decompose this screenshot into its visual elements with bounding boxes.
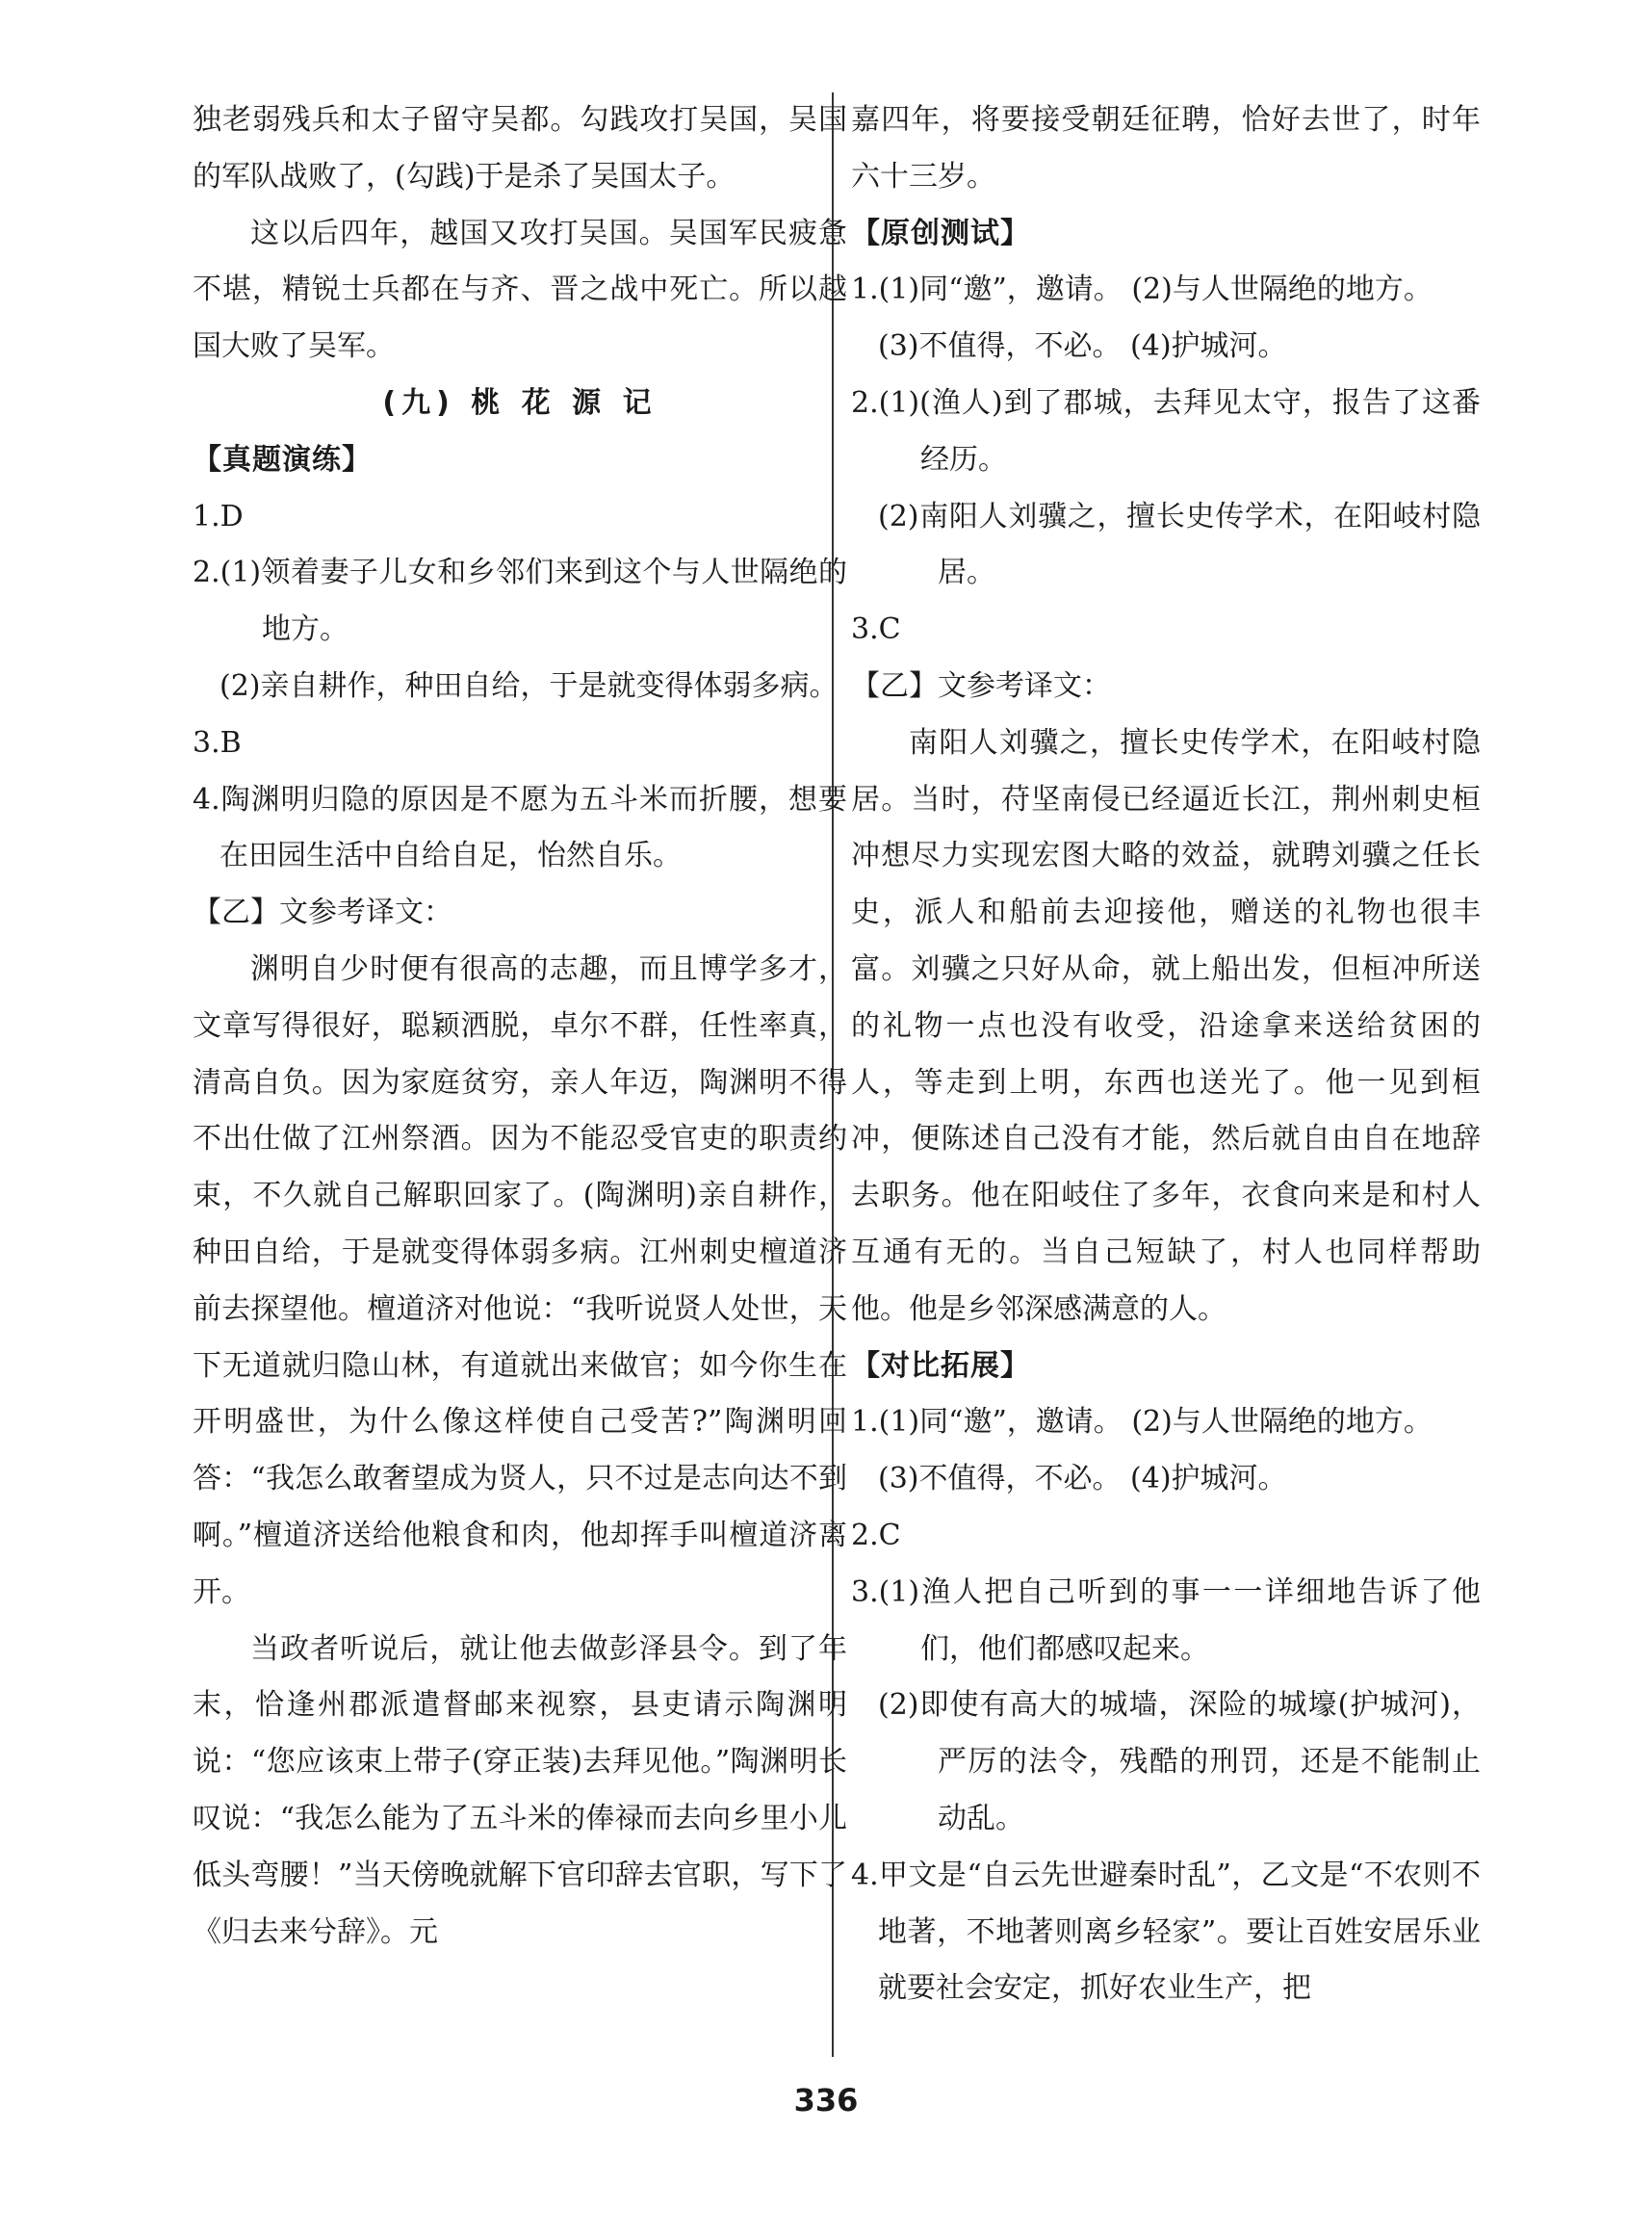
compare-answer-1a: 1.(1)同“邀”，邀请。 (2)与人世隔绝的地方。 [851,1405,1433,1440]
right-translation-heading: 【乙】文参考译文： [851,668,1111,703]
left-paragraph-2: 这以后四年，越国又攻打吴国。吴国军民疲惫不堪，精锐士兵都在与齐、晋之战中死亡。所以越国大败了吴军。 [193,216,847,364]
answer-4: 4.陶渊明归隐的原因是不愿为五斗米而折腰，想要在田园生活中自给自足，怡然自乐。 [193,782,847,873]
answer-1: 1.D [193,499,244,533]
right-continuation-paragraph: 嘉四年，将要接受朝廷征聘，恰好去世了，时年六十三岁。 [851,103,1481,194]
left-continuation-paragraph: 独老弱残兵和太子留守吴都。勾践攻打吴国，吴国的军队战败了，(勾践)于是杀了吴国太子。 [193,103,847,194]
heading-zhenti-yanlian: 【真题演练】 [193,442,372,477]
heading-yuanchuang-ceshi: 【原创测试】 [851,216,1030,250]
page-number: 336 [793,2082,859,2119]
answer-3: 3.B [193,725,242,760]
compare-answer-1b: (3)不值得，不必。 (4)护城河。 [878,1462,1287,1496]
compare-answer-3-1: 3.(1)渔人把自己听到的事一一详细地告诉了他们，他们都感叹起来。 [851,1574,1481,1666]
answer-2-2: (2)亲自耕作，种田自给，于是就变得体弱多病。 [219,668,839,703]
test-answer-3: 3.C [851,612,901,647]
translation-paragraph-1: 渊明自少时便有很高的志趣，而且博学多才，文章写得很好，聪颖洒脱，卓尔不群，任性率真，清高自负。因为家庭贫穷，亲人年迈，陶渊明不得不出仕做了江州祭酒。因为不能忍受官吏的职责约束，不久就自己解职回家了。(陶渊明)亲自耕作，种田自给，于是就变得体弱多病。江州刺史檀道济前去探望他。檀道济对他说：“我听说贤人处世，天下无道就归隐山林，有道就出来做官；如今你生在开明盛世，为什么像这样使自己受苦?”陶渊明回答：“我怎么敢奢望成为贤人，只不过是志向达不到啊。”檀道济送给他粮食和肉，他却挥手叫檀道济离开。 [193,951,847,1609]
compare-answer-3-2: (2)即使有高大的城墙，深险的城壕(护城河)，严厉的法令，残酷的刑罚，还是不能制止动乱。 [878,1688,1481,1835]
right-translation-paragraph: 南阳人刘骥之，擅长史传学术，在阳岐村隐居。当时，苻坚南侵已经逼近长江，荆州刺史桓冲想尽力实现宏图大略的效益，就聘刘骥之任长史，派人和船前去迎接他，赠送的礼物也很丰富。刘骥之只好从命，就上船出发，但桓冲所送的礼物一点也没有收受，沿途拿来送给贫困的人，等走到上明，东西也送光了。他一见到桓冲，便陈述自己没有才能，然后就自由自在地辞去职务。他在阳岐住了多年，衣食向来是和村人互通有无的。当自己短缺了，村人也同样帮助他。他是乡邻深感满意的人。 [851,725,1481,1326]
test-answer-2-2: (2)南阳人刘骥之，擅长史传学术，在阳岐村隐居。 [878,499,1481,590]
compare-answer-2: 2.C [851,1518,901,1552]
test-answer-1b: (3)不值得，不必。 (4)护城河。 [878,329,1287,364]
compare-answer-4: 4.甲文是“自云先世避秦时乱”，乙文是“不农则不地著，不地著则离乡轻家”。要让百姓安居乐业就要社会安定，抓好农业生产，把 [851,1858,1481,2006]
answer-2-1: 2.(1)领着妻子儿女和乡邻们来到这个与人世隔绝的地方。 [193,556,847,647]
test-answer-1a: 1.(1)同“邀”，邀请。 (2)与人世隔绝的地方。 [851,273,1433,307]
translation-paragraph-2: 当政者听说后，就让他去做彭泽县令。到了年末，恰逢州郡派遣督邮来视察，县吏请示陶渊明说：“您应该束上带子(穿正装)去拜见他。”陶渊明长叹说：“我怎么能为了五斗米的俸禄而去向乡里小儿低头弯腰！”当天傍晚就解下官印辞去官职，写下了《归去来兮辞》。元 [193,1631,847,1949]
right-column [851,92,1481,2017]
test-answer-2-1: 2.(1)(渔人)到了郡城，去拜见太守，报告了这番经历。 [851,385,1481,477]
translation-heading: 【乙】文参考译文： [193,896,452,930]
left-column [193,92,847,1961]
section-title: (九) 桃 花 源 记 [382,385,658,420]
heading-duibi-tuozhan: 【对比拓展】 [851,1348,1030,1383]
